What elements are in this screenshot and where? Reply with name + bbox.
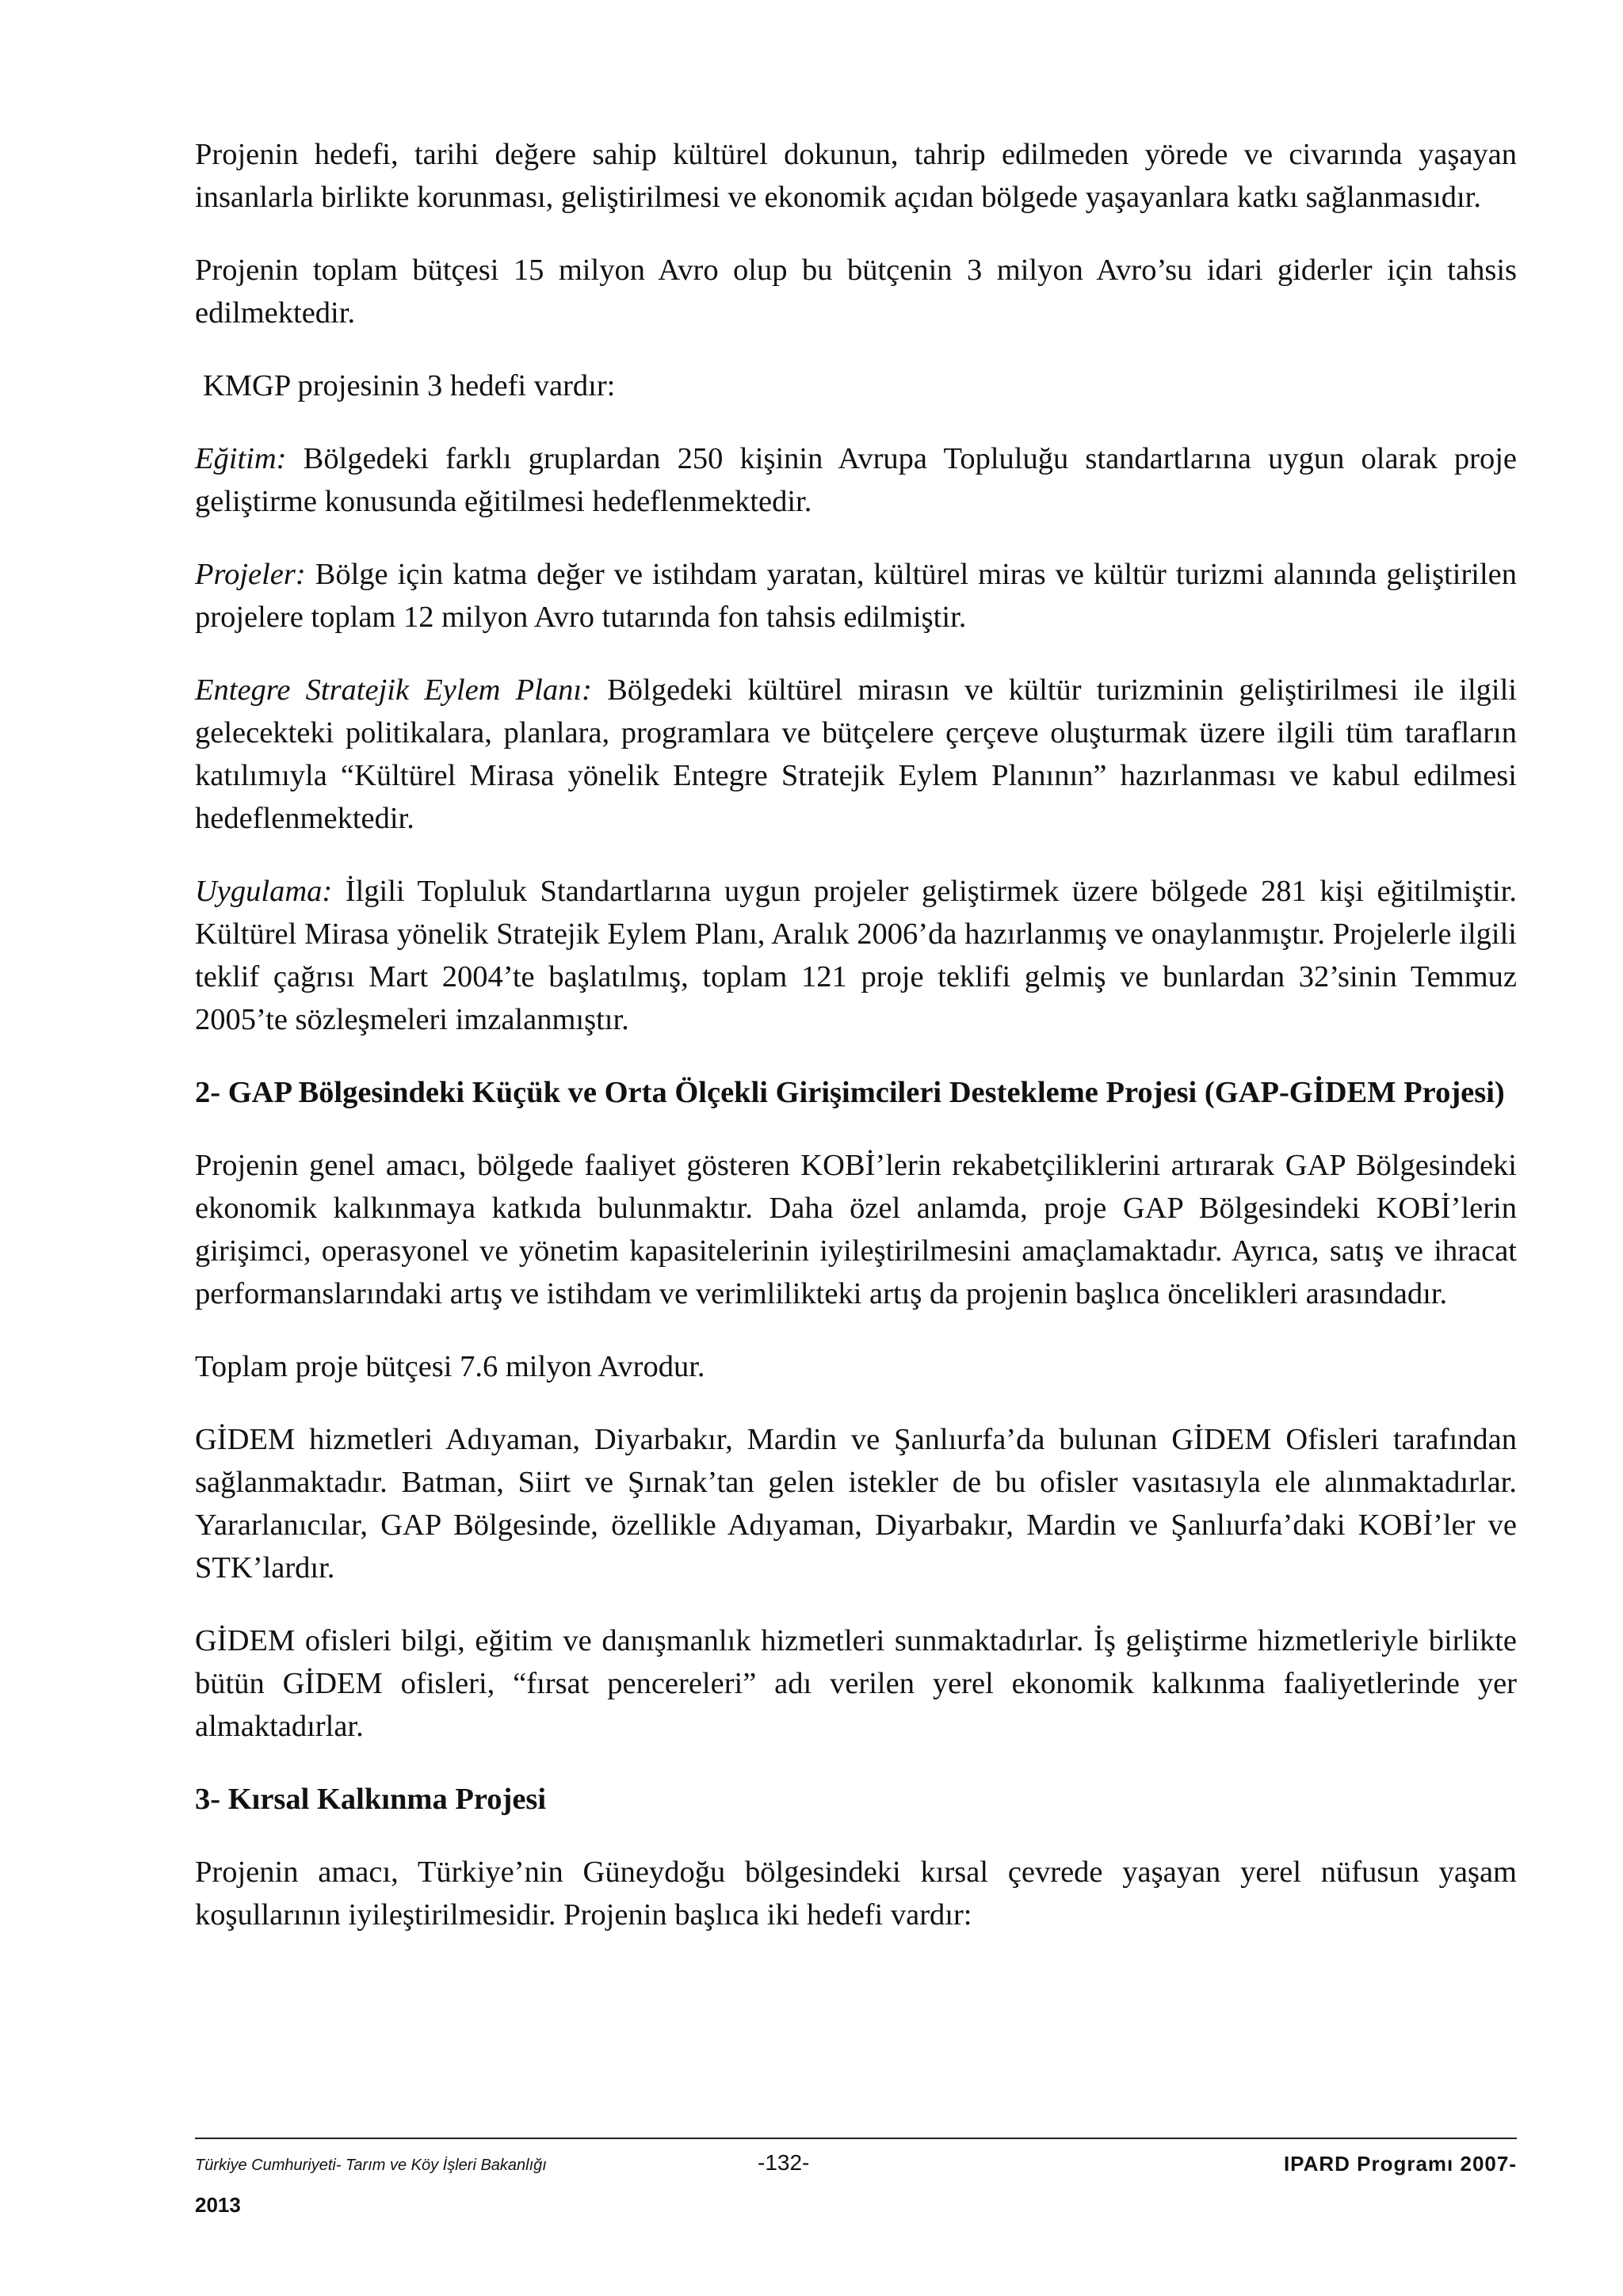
paragraph-project-budget: Projenin toplam bütçesi 15 milyon Avro olup bu bütçenin 3 milyon Avro’su idari giderler için tahsis edilmektedir. [195, 254, 1517, 330]
paragraph-kmgp-goals: KMGP projesinin 3 hedefi vardır: [203, 369, 616, 402]
page-body [195, 133, 1517, 1966]
paragraph-gidem-offices: GİDEM ofisleri bilgi, eğitim ve danışmanlık hizmetleri sunmaktadırlar. İş geliştirme hizmetleriyle birlikte bütün GİDEM ofisleri, “fırsat pencereleri” adı verilen yerel ekonomik kalkınma faaliyetlerinde yer almaktadırlar. [195, 1624, 1517, 1743]
egitim-text: Bölgedeki farklı gruplardan 250 kişinin Avrupa Topluluğu standartlarına uygun olarak proje geliştirme konusunda eğitilmesi hedeflenmektedir. [195, 442, 1517, 518]
projeler-text: Bölge için katma değer ve istihdam yaratan, kültürel miras ve kültür turizmi alanında geliştirilen projelere toplam 12 milyon Avro tutarında fon tahsis edilmiştir. [195, 558, 1517, 634]
paragraph-gidem-aim: Projenin genel amacı, bölgede faaliyet gösteren KOBİ’lerin rekabetçiliklerini artırarak GAP Bölgesindeki ekonomik kalkınmaya katkıda bulunmaktır. Daha özel anlamda, proje GAP Bölgesindeki KOBİ’lerin girişimci, operasyonel ve yönetim kapasitelerinin iyileştirilmesini amaçlamaktadır. Ayrıca, satış ve ihracat performanslarındaki artış ve istihdam ve verimlilikteki artış da projenin başlıca öncelikleri arasındadır. [195, 1149, 1517, 1310]
paragraph-gidem-services: GİDEM hizmetleri Adıyaman, Diyarbakır, Mardin ve Şanlıurfa’da bulunan GİDEM Ofisleri tarafından sağlanmaktadır. Batman, Siirt ve Şırnak’tan gelen istekler de bu ofisler vasıtasıyla ele alınmaktadırlar. Yararlanıcılar, GAP Bölgesinde, özellikle Adıyaman, Diyarbakır, Mardin ve Şanlıurfa’daki KOBİ’ler ve STK’lardır. [195, 1423, 1517, 1585]
entegre-lead: Entegre Stratejik Eylem Planı: [195, 673, 592, 707]
entegre-text: Bölgedeki kültürel mirasın ve kültür turizminin geliştirilmesi ile ilgili gelecekteki politikalara, planlara, programlara ve bütçelere çerçeve oluşturmak üzere ilgili tüm tarafların katılımıyla “Kültürel Mirasa yönelik Entegre Stratejik Eylem Planının” hazırlanması ve kabul edilmesi hedeflenmektedir. [195, 673, 1517, 835]
uygulama-lead: Uygulama: [195, 875, 333, 908]
paragraph-entegre [195, 669, 1517, 840]
egitim-lead: Eğitim: [195, 442, 287, 475]
paragraph-uygulama [195, 870, 1517, 1041]
footer-divider [195, 2138, 1517, 2139]
paragraph-rural-aim: Projenin amacı, Türkiye’nin Güneydoğu bölgesindeki kırsal çevrede yaşayan yerel nüfusun yaşam koşullarının iyileştirilmesidir. Projenin başlıca iki hedefi vardır: [195, 1855, 1517, 1932]
page-footer [195, 2150, 1517, 2182]
projeler-lead: Projeler: [195, 558, 306, 591]
footer-ministry: Türkiye Cumhuriyeti- Tarım ve Köy İşleri Bakanlığı [195, 2157, 547, 2174]
paragraph-gidem-budget: Toplam proje bütçesi 7.6 milyon Avrodur. [195, 1350, 705, 1383]
section-heading-gap-gidem: 2- GAP Bölgesindeki Küçük ve Orta Ölçekli Girişimcileri Destekleme Projesi (GAP-GİDEM Projesi) [195, 1076, 1505, 1109]
section-heading-rural-development: 3- Kırsal Kalkınma Projesi [195, 1783, 547, 1816]
footer-program-title: IPARD Programı 2007- [1283, 2152, 1517, 2176]
uygulama-text: İlgili Topluluk Standartlarına uygun projeler geliştirmek üzere bölgede 281 kişi eğitilmiştir. Kültürel Mirasa yönelik Stratejik Eylem Planı, Aralık 2006’da hazırlanmış ve onaylanmıştır. Projelerle ilgili teklif çağrısı Mart 2004’te başlatılmış, toplam 121 proje teklifi gelmiş ve bunlardan 32’sinin Temmuz 2005’te sözleşmeleri imzalanmıştır. [195, 875, 1517, 1036]
paragraph-projeler [195, 553, 1517, 639]
footer-program-year: 2013 [195, 2193, 241, 2217]
paragraph-project-goal: Projenin hedefi, tarihi değere sahip kültürel dokunun, tahrip edilmeden yörede ve civarında yaşayan insanlarla birlikte korunması, geliştirilmesi ve ekonomik açıdan bölgede yaşayanlara katkı sağlanmasıdır. [195, 138, 1517, 214]
paragraph-egitim [195, 437, 1517, 523]
footer-page-number: -132- [758, 2150, 810, 2175]
